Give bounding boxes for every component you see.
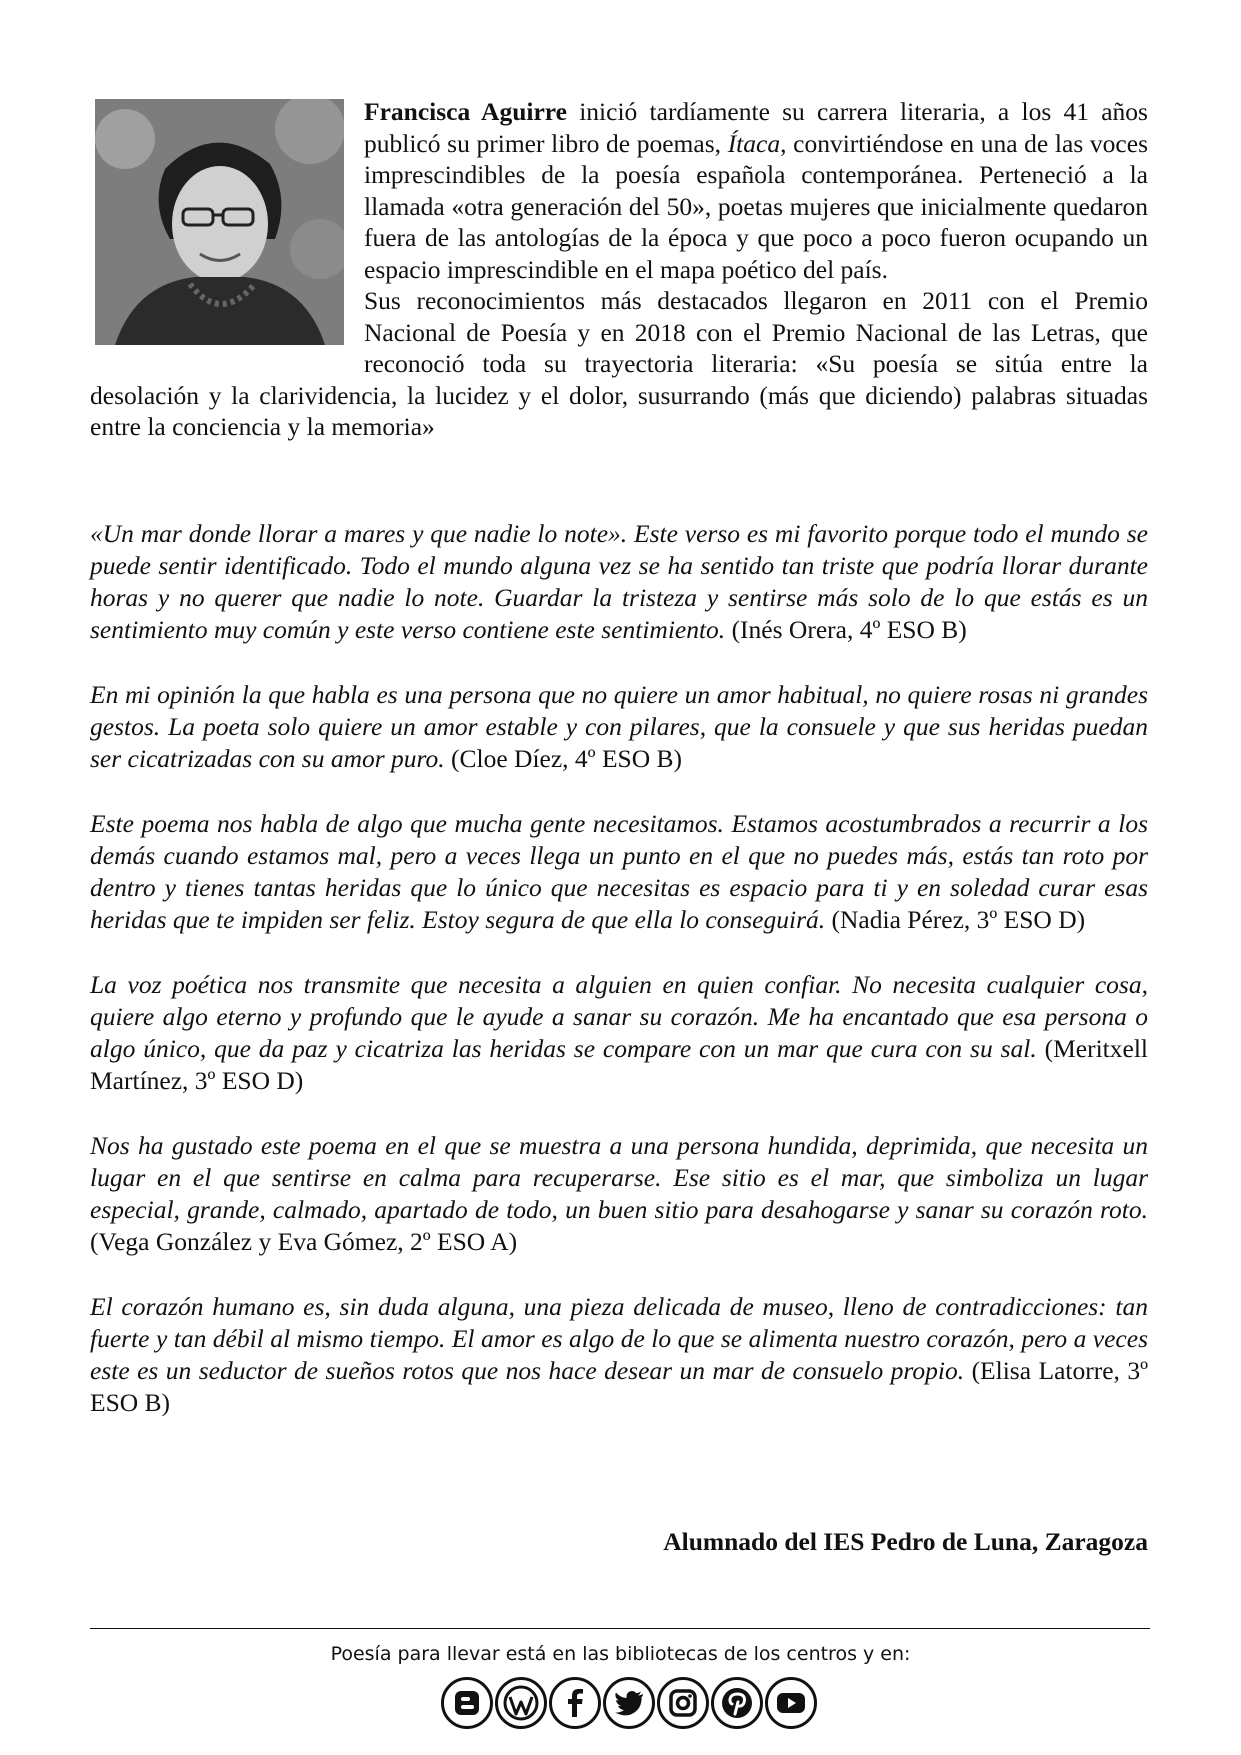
comment-item bbox=[90, 1291, 1148, 1419]
comment-author: (Nadia Pérez, 3º ESO D) bbox=[831, 904, 1086, 934]
bio-paragraph-2: Sus reconocimientos más destacados llegaron en 2011 con el Premio Nacional de Poesía y en 2018 con el Premio Nacional de las Letras, que reconoció toda su trayectoria literaria: «Su poesía se sitúa entre la desolación y la clarividencia, la lucidez y el dolor, susurrando (más que diciendo) palabras situadas entre la conciencia y la memoria» bbox=[90, 286, 1148, 441]
comment-author: (Elisa Latorre, 3º ESO B) bbox=[90, 1355, 1149, 1417]
comment-item bbox=[90, 679, 1148, 775]
facebook-icon[interactable] bbox=[549, 1677, 601, 1729]
comment-text: «Un mar donde llorar a mares y que nadie lo note». Este verso es mi favorito porque todo el mundo se puede sentir identificado. Todo el mundo alguna vez se ha sentido tan triste que podría llorar durante horas y no querer que nadie lo note. Guardar la tristeza y sentirse más solo de lo que estás es un sentimiento muy común y este verso contiene este sentimiento. bbox=[90, 518, 1148, 644]
social-links bbox=[429, 1677, 829, 1731]
comment-text: Este poema nos habla de algo que mucha gente necesitamos. Estamos acostumbrados a recurrir a los demás cuando estamos mal, pero a veces llega un punto en el que no puedes más, estás tan roto por dentro y tienes tantas heridas que lo único que necesitas es espacio para ti y en soledad curar esas heridas que te impiden ser feliz. Estoy segura de que ella lo conseguirá. bbox=[90, 808, 1148, 934]
blogger-icon[interactable] bbox=[441, 1677, 493, 1729]
comment-author: (Cloe Díez, 4º ESO B) bbox=[451, 743, 683, 773]
student-comments bbox=[90, 518, 1148, 1419]
book-title: Ítaca bbox=[727, 128, 781, 158]
twitter-icon[interactable] bbox=[603, 1677, 655, 1729]
author-bio bbox=[90, 96, 1148, 443]
comment-author: (Meritxell Martínez, 3º ESO D) bbox=[90, 1033, 1149, 1095]
comment-text: El corazón humano es, sin duda alguna, una pieza delicada de museo, lleno de contradicciones: tan fuerte y tan débil al mismo tiempo. El amor es algo de lo que se alimenta nuestro corazón, pero a veces este es un seductor de sueños rotos que nos hace desear un mar de consuelo propio. bbox=[90, 1291, 1148, 1385]
signature: Alumnado del IES Pedro de Luna, Zaragoza bbox=[663, 1527, 1148, 1556]
comment-item bbox=[90, 969, 1148, 1097]
comment-text: En mi opinión la que habla es una persona que no quiere un amor habitual, no quiere rosas ni grandes gestos. La poeta solo quiere un amor estable y con pilares, que la consuele y que sus heridas puedan ser cicatrizadas con su amor puro. bbox=[90, 679, 1148, 773]
comment-text: Nos ha gustado este poema en el que se muestra a una persona hundida, deprimida, que necesita un lugar en el que sentirse en calma para recuperarse. Ese sitio es el mar, que simboliza un lugar especial, grande, calmado, apartado de todo, un buen sitio para desahogarse y sanar su corazón roto. bbox=[90, 1130, 1148, 1224]
youtube-icon[interactable] bbox=[765, 1677, 817, 1729]
pinterest-icon[interactable] bbox=[711, 1677, 763, 1729]
comment-item bbox=[90, 1130, 1148, 1258]
wordpress-icon[interactable] bbox=[495, 1677, 547, 1729]
author-name: Francisca Aguirre bbox=[364, 97, 567, 126]
comment-author: (Vega González y Eva Gómez, 2º ESO A) bbox=[90, 1226, 518, 1256]
page-content bbox=[90, 96, 1148, 1452]
comment-item bbox=[90, 518, 1148, 646]
footer-text: Poesía para llevar está en las bibliotecas de los centros y en: bbox=[330, 1643, 911, 1665]
comment-text: La voz poética nos transmite que necesita a alguien en quien confiar. No necesita cualquier cosa, quiere algo eterno y profundo que le ayude a sanar su corazón. Me ha encantado que esa persona o algo único, que da paz y cicatriza las heridas se compare con un mar que cura con su sal. bbox=[90, 969, 1148, 1063]
bio-text-part-2: , convirtiéndose en una de las voces imprescindibles de la poesía española contemporánea. Perteneció a la llamada «otra generación del 50», poetas mujeres que inicialmente quedaron fuera de las antologías de la época y que poco a poco fueron ocupando un espacio imprescindible en el mapa poético del país. bbox=[364, 128, 1148, 284]
comment-author: (Inés Orera, 4º ESO B) bbox=[731, 614, 967, 644]
comment-item bbox=[90, 808, 1148, 936]
bio-text-part-1: inició tardíamente su carrera literaria, a los 41 años publicó su primer libro de poemas, bbox=[364, 97, 1148, 158]
author-photo bbox=[95, 99, 344, 345]
footer-divider bbox=[90, 1628, 1150, 1629]
instagram-icon[interactable] bbox=[657, 1677, 709, 1729]
